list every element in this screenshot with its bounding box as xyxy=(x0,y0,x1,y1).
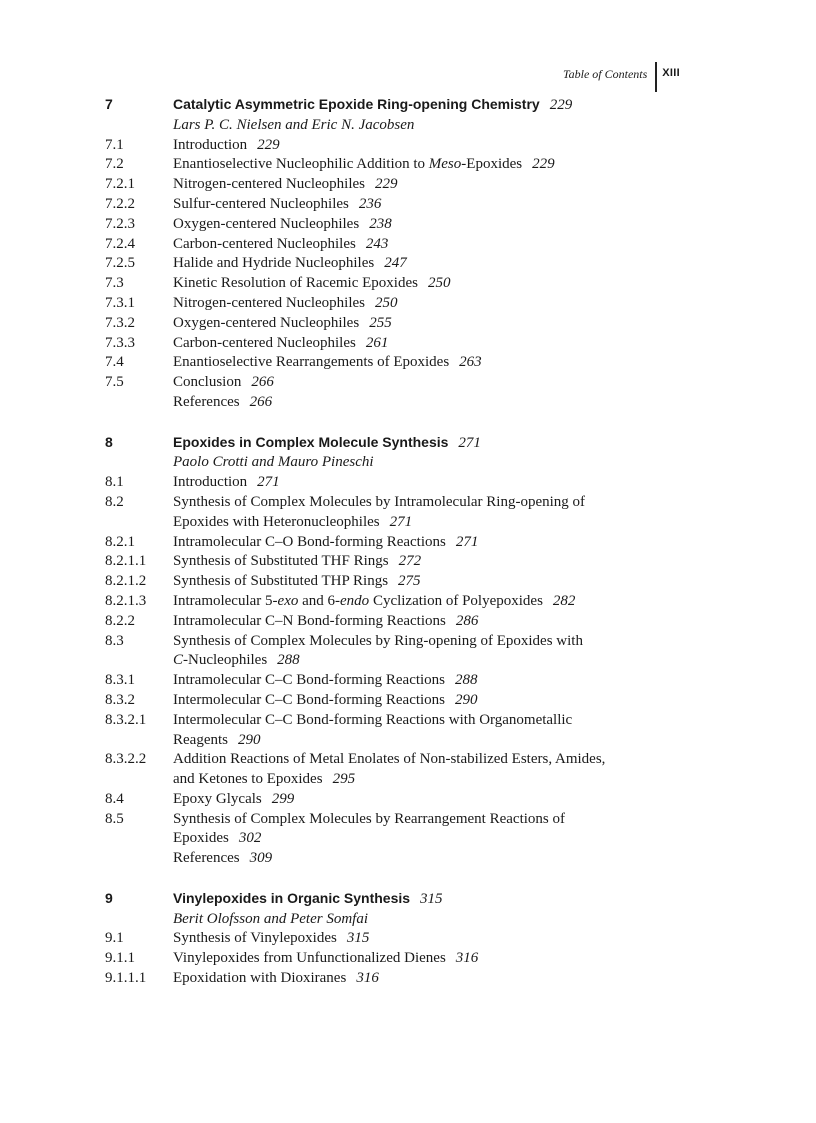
toc-entry: 8.3.2.1 Intermolecular C–C Bond-forming Reactions with Organometallic Reagents 290 xyxy=(105,711,573,748)
page-ref: 229 xyxy=(549,97,573,113)
toc-entry: 8.2.2 Intramolecular C–N Bond-forming Reactions 286 xyxy=(105,612,479,629)
chapter-spacer xyxy=(105,869,705,889)
toc-entry: 8.2 Synthesis of Complex Molecules by Intramolecular Ring-opening of Epoxides with Heteronucleophiles 271 xyxy=(105,493,586,530)
toc-entry: 7.1 Introduction 229 xyxy=(105,136,280,153)
header-divider xyxy=(655,62,657,92)
toc-entry: 8.3.1 Intramolecular C–C Bond-forming Reactions 288 xyxy=(105,672,478,689)
toc-entry: 8.5 Synthesis of Complex Molecules by Rearrangement Reactions of Epoxides 302 xyxy=(105,810,565,847)
toc-entry: 8.3.2 Intermolecular C–C Bond-forming Reactions 290 xyxy=(105,691,478,708)
toc-entry: 7.2.4 Carbon-centered Nucleophiles 243 xyxy=(105,235,389,252)
toc-entry: 9.1 Synthesis of Vinylepoxides 315 xyxy=(105,930,370,947)
toc-entry: 7.2.1 Nitrogen-centered Nucleophiles 229 xyxy=(105,176,398,193)
toc-entry: 9.1.1 Vinylepoxides from Unfunctionalized Dienes 316 xyxy=(105,950,479,967)
toc-entry: 7.2.3 Oxygen-centered Nucleophiles 238 xyxy=(105,215,392,232)
header-title: Table of Contents xyxy=(563,67,648,81)
toc-entry: 7.4 Enantioselective Rearrangements of Epoxides 263 xyxy=(105,354,482,371)
toc-entry: 8.3.2.2 Addition Reactions of Metal Enolates of Non-stabilized Esters, Amides, and Ketones to Epoxides 295 xyxy=(105,751,606,788)
toc-entry: 7.3.1 Nitrogen-centered Nucleophiles 250 xyxy=(105,294,398,311)
chapter-number: 7 xyxy=(105,96,113,112)
chapter-heading xyxy=(105,889,705,910)
chapter-heading xyxy=(105,433,705,454)
chapter-title: Epoxides in Complex Molecule Synthesis 271 xyxy=(173,433,481,451)
toc-entry: 7.2.2 Sulfur-centered Nucleophiles 236 xyxy=(105,195,382,212)
chapter-number: 8 xyxy=(105,433,113,450)
chapter-number: 9 xyxy=(105,889,113,906)
toc-entry: 7.3.2 Oxygen-centered Nucleophiles 255 xyxy=(105,314,392,331)
table-of-contents xyxy=(105,95,705,989)
running-header xyxy=(563,62,680,92)
chapter-authors: Berit Olofsson and Peter Somfai xyxy=(173,910,368,927)
toc-entry: 7.2.5 Halide and Hydride Nucleophiles 247 xyxy=(105,255,407,272)
toc-entry: 8.3 Synthesis of Complex Molecules by Ring-opening of Epoxides with C-Nucleophiles 288 xyxy=(105,632,583,669)
chapter-heading xyxy=(105,95,705,116)
chapter-title: Vinylepoxides in Organic Synthesis 315 xyxy=(173,889,443,907)
chapter-spacer xyxy=(105,413,705,433)
toc-entry: 8.2.1.1 Synthesis of Substituted THF Rings 272 xyxy=(105,553,422,570)
chapter-title: Catalytic Asymmetric Epoxide Ring-opening Chemistry 229 xyxy=(173,96,573,113)
toc-entry: 7.2 Enantioselective Nucleophilic Addition to Meso-Epoxides 229 xyxy=(105,156,555,173)
toc-entry-references: References 266 xyxy=(173,393,273,410)
chapter-authors: Lars P. C. Nielsen and Eric N. Jacobsen xyxy=(173,116,415,133)
toc-entry: 8.2.1.3 Intramolecular 5-exo and 6-endo Cyclization of Polyepoxides 282 xyxy=(105,592,576,609)
toc-entry: 9.1.1.1 Epoxidation with Dioxiranes 316 xyxy=(105,970,379,987)
toc-entry: 7.3.3 Carbon-centered Nucleophiles 261 xyxy=(105,334,389,351)
toc-entry-references: References 309 xyxy=(173,850,273,867)
toc-entry: 7.3 Kinetic Resolution of Racemic Epoxides 250 xyxy=(105,275,451,292)
toc-entry: 8.2.1.2 Synthesis of Substituted THP Rings 275 xyxy=(105,573,421,590)
toc-entry: 8.4 Epoxy Glycals 299 xyxy=(105,790,295,807)
page-number: XIII xyxy=(662,67,680,79)
chapter-authors: Paolo Crotti and Mauro Pineschi xyxy=(173,454,374,471)
page-ref: 271 xyxy=(458,434,481,451)
toc-entry: 7.5 Conclusion 266 xyxy=(105,374,274,391)
toc-entry: 8.1 Introduction 271 xyxy=(105,474,280,491)
toc-entry: 8.2.1 Intramolecular C–O Bond-forming Reactions 271 xyxy=(105,533,479,550)
page-ref: 315 xyxy=(420,890,443,907)
